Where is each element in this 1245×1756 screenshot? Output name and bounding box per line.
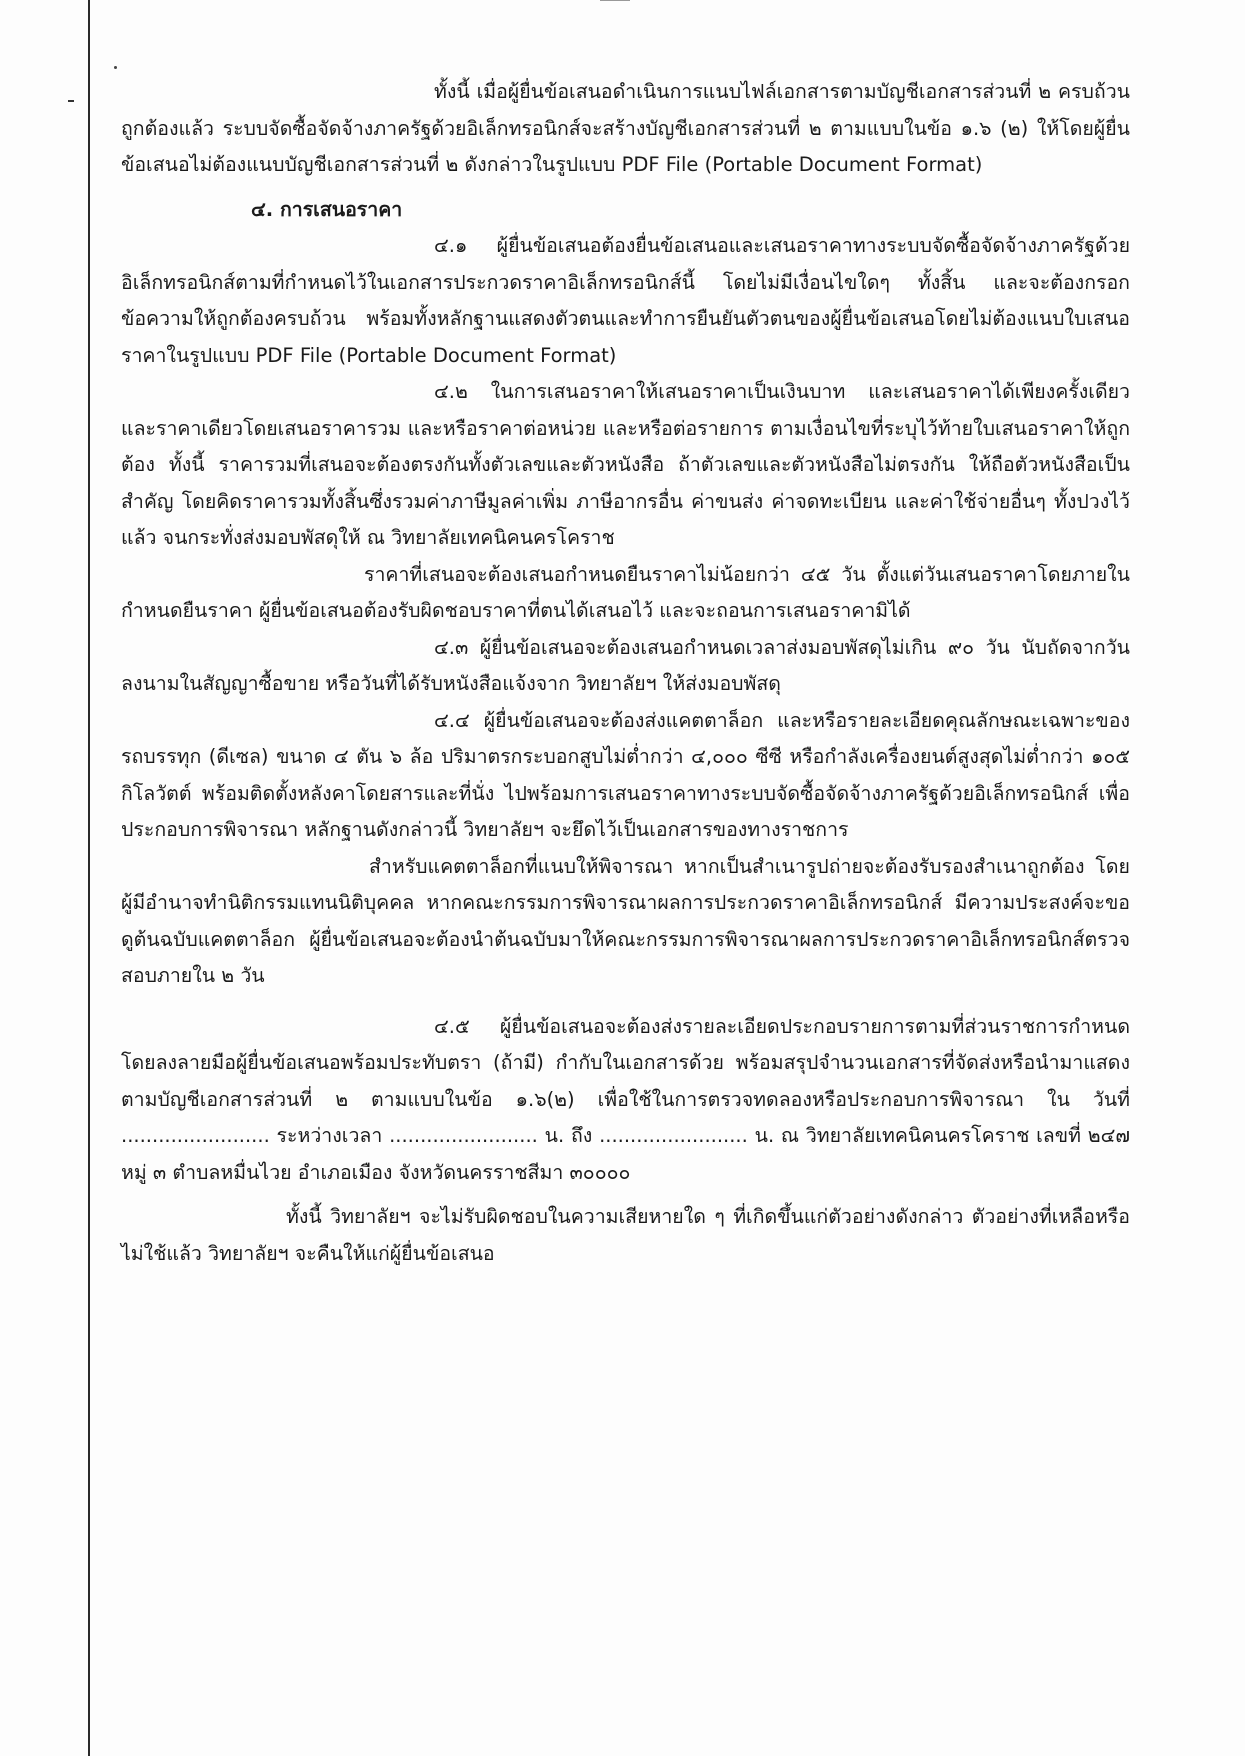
scan-speck xyxy=(114,66,117,69)
section-heading-bidding: ๔. การเสนอราคา xyxy=(251,197,403,221)
paragraph-4-2: ๔.๒ ในการเสนอราคาให้เสนอราคาเป็นเงินบาท และเสนอราคาได้เพียงครั้งเดียวและราคาเดียวโดยเสนอราคารวม และหรือราคาต่อหน่วย และหรือต่อรายการ ตามเงื่อนไขที่ระบุไว้ท้ายใบเสนอราคาให้ถูกต้อง ทั้งนี้ ราคารวมที่เสนอจะต้องตรงกันทั้งตัวเลขและตัวหนังสือ ถ้าตัวเลขและตัวหนังสือไม่ตรงกัน ให้ถือตัวหนังสือเป็นสำคัญ โดยคิดราคารวมทั้งสิ้นซึ่งรวมค่าภาษีมูลค่าเพิ่ม ภาษีอากรอื่น ค่าขนส่ง ค่าจดทะเบียน และค่าใช้จ่ายอื่นๆ ทั้งปวงไว้แล้ว จนกระทั่งส่งมอบพัสดุให้ ณ วิทยาลัยเทคนิคนครโคราช xyxy=(121,380,1130,549)
document-body xyxy=(121,74,1130,1272)
paragraph-4-5: ๔.๕ ผู้ยื่นข้อเสนอจะต้องส่งรายละเอียดประกอบรายการตามที่ส่วนราชการกำหนด โดยลงลายมือผู้ยื่นข้อเสนอพร้อมประทับตรา (ถ้ามี) กำกับในเอกสารด้วย พร้อมสรุปจำนวนเอกสารที่จัดส่งหรือนำมาแสดงตามบัญชีเอกสารส่วนที่ ๒ ตามแบบในข้อ ๑.๖(๒) เพื่อใช้ในการตรวจทดลองหรือประกอบการพิจารณา ใน วันที่ ........................ ระหว่างเวลา ........................ น. ถึง ........................ น. ณ วิทยาลัยเทคนิคนครโคราช เลขที่ ๒๔๗ หมู่ ๓ ตำบลหมื่นไวย อำเภอเมือง จังหวัดนครราชสีมา ๓๐๐๐๐ xyxy=(121,1014,1130,1184)
scan-top-rule xyxy=(600,0,630,1)
paragraph-4-4-catalog: สำหรับแคตตาล็อกที่แนบให้พิจารณา หากเป็นสำเนารูปถ่ายจะต้องรับรองสำเนาถูกต้อง โดยผู้มีอำนาจทำนิติกรรมแทนนิติบุคคล หากคณะกรรมการพิจารณาผลการประกวดราคาอิเล็กทรอนิกส์ มีความประสงค์จะขอดูต้นฉบับแคตตาล็อก ผู้ยื่นข้อเสนอจะต้องนำต้นฉบับมาให้คณะกรรมการพิจารณาผลการประกวดราคาอิเล็กทรอนิกส์ตรวจสอบภายใน ๒ วัน xyxy=(121,854,1130,987)
scan-binding-line xyxy=(88,0,90,1756)
paragraph-liability-note: ทั้งนี้ วิทยาลัยฯ จะไม่รับผิดชอบในความเสียหายใด ๆ ที่เกิดขึ้นแก่ตัวอย่างดังกล่าว ตัวอย่างที่เหลือหรือไม่ใช้แล้ว วิทยาลัยฯ จะคืนให้แก่ผู้ยื่นข้อเสนอ xyxy=(121,1205,1130,1265)
paragraph-4-1: ๔.๑ ผู้ยื่นข้อเสนอต้องยื่นข้อเสนอและเสนอราคาทางระบบจัดซื้อจัดจ้างภาครัฐด้วยอิเล็กทรอนิกส์ตามที่กำหนดไว้ในเอกสารประกวดราคาอิเล็กทรอนิกส์นี้ โดยไม่มีเงื่อนไขใดๆ ทั้งสิ้น และจะต้องกรอกข้อความให้ถูกต้องครบถ้วน พร้อมทั้งหลักฐานแสดงตัวตนและทำการยืนยันตัวตนของผู้ยื่นข้อเสนอโดยไม่ต้องแนบใบเสนอราคาในรูปแบบ PDF File (Portable Document Format) xyxy=(121,234,1130,367)
paragraph-4-4: ๔.๔ ผู้ยื่นข้อเสนอจะต้องส่งแคตตาล็อก และหรือรายละเอียดคุณลักษณะเฉพาะของ รถบรรทุก (ดีเซล) ขนาด ๔ ตัน ๖ ล้อ ปริมาตรกระบอกสูบไม่ต่ำกว่า ๔,๐๐๐ ซีซี หรือกำลังเครื่องยนต์สูงสุดไม่ต่ำกว่า ๑๐๕ กิโลวัตต์ พร้อมติดตั้งหลังคาโดยสารและที่นั่ง ไปพร้อมการเสนอราคาทางระบบจัดซื้อจัดจ้างภาครัฐด้วยอิเล็กทรอนิกส์ เพื่อประกอบการพิจารณา หลักฐานดังกล่าวนี้ วิทยาลัยฯ จะยึดไว้เป็นเอกสารของทางราชการ xyxy=(121,708,1130,841)
paragraph-attachment-note: ทั้งนี้ เมื่อผู้ยื่นข้อเสนอดำเนินการแนบไฟล์เอกสารตามบัญชีเอกสารส่วนที่ ๒ ครบถ้วน ถูกต้องแล้ว ระบบจัดซื้อจัดจ้างภาครัฐด้วยอิเล็กทรอนิกส์จะสร้างบัญชีเอกสารส่วนที่ ๒ ตามแบบในข้อ ๑.๖ (๒) ให้โดยผู้ยื่นข้อเสนอไม่ต้องแนบบัญชีเอกสารส่วนที่ ๒ ดังกล่าวในรูปแบบ PDF File (Portable Document Format) xyxy=(121,80,1130,176)
paragraph-4-2-price-validity: ราคาที่เสนอจะต้องเสนอกำหนดยืนราคาไม่น้อยกว่า ๔๕ วัน ตั้งแต่วันเสนอราคาโดยภายในกำหนดยืนราคา ผู้ยื่นข้อเสนอต้องรับผิดชอบราคาที่ตนได้เสนอไว้ และจะถอนการเสนอราคามิได้ xyxy=(121,562,1130,622)
paragraph-4-3: ๔.๓ ผู้ยื่นข้อเสนอจะต้องเสนอกำหนดเวลาส่งมอบพัสดุไม่เกิน ๙๐ วัน นับถัดจากวันลงนามในสัญญาซื้อขาย หรือวันที่ได้รับหนังสือแจ้งจาก วิทยาลัยฯ ให้ส่งมอบพัสดุ xyxy=(121,635,1130,695)
scan-edge-mark xyxy=(68,100,74,102)
